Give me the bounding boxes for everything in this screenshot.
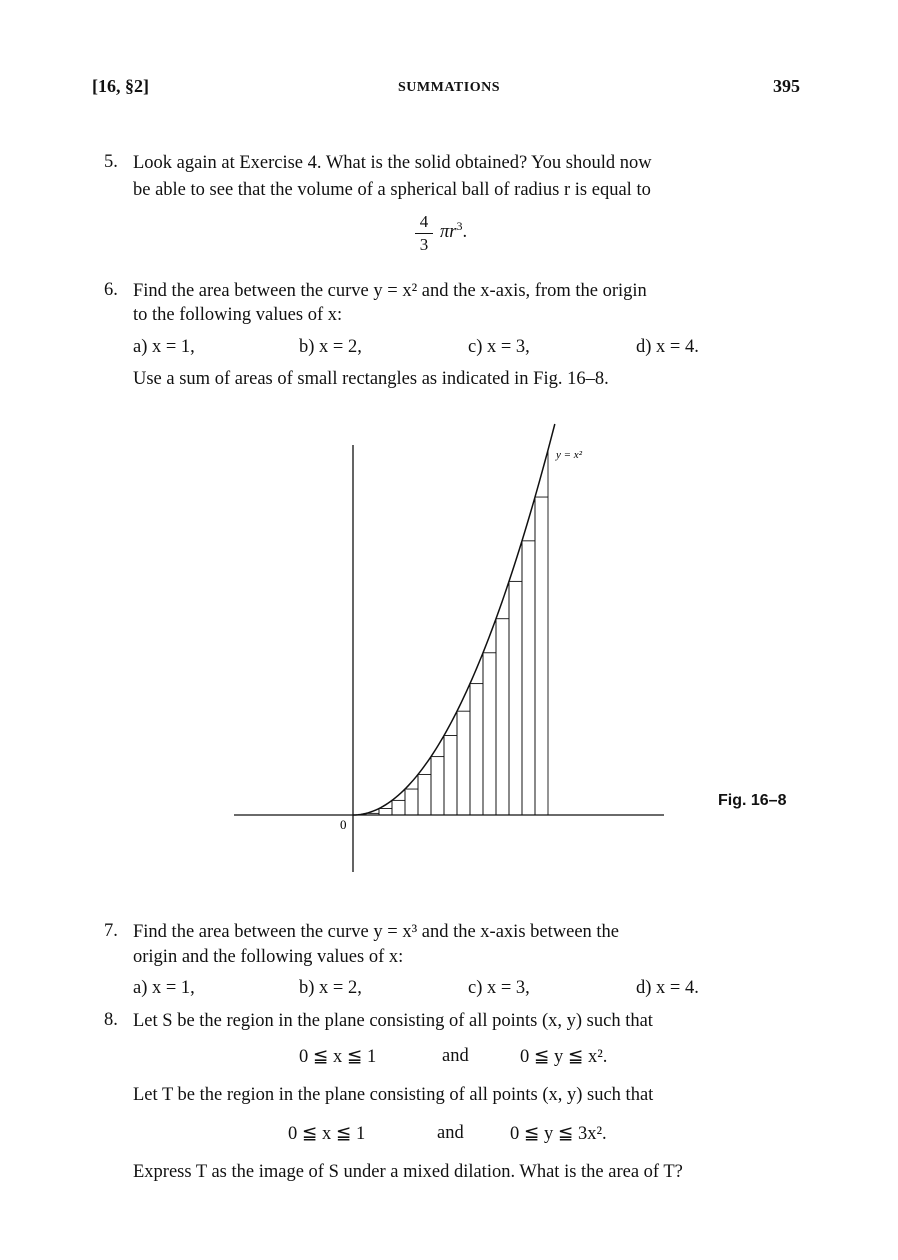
ex6-number: 6.	[104, 280, 118, 300]
ex7-option-b: b) x = 2,	[299, 978, 362, 998]
ex6-option-a: a) x = 1,	[133, 337, 195, 357]
ex5-formula-end: .	[462, 222, 468, 243]
ex5-frac-numerator: 4	[419, 212, 429, 231]
ex6-option-b: b) x = 2,	[299, 337, 362, 357]
ex7-line2: origin and the following values of x:	[133, 947, 404, 967]
ex8-line3: Express T as the image of S under a mixed dilation. What is the area of T?	[133, 1162, 683, 1182]
ex8-cond2-and: and	[437, 1123, 464, 1143]
ex6-line2: to the following values of x:	[133, 305, 343, 325]
rectangle-8	[444, 736, 457, 815]
ex7-option-c: c) x = 3,	[468, 978, 530, 998]
rectangle-4	[392, 800, 405, 815]
rectangle-15	[535, 497, 548, 815]
ex5-line1: Look again at Exercise 4. What is the solid obtained? You should now	[133, 153, 652, 173]
ex8-cond2-right: 0 ≦ y ≦ 3x².	[510, 1124, 607, 1144]
ex5-formula-tail: πr	[440, 222, 457, 243]
rectangle-3	[379, 809, 392, 815]
ex8-line1: Let S be the region in the plane consisting of all points (x, y) such that	[133, 1011, 653, 1031]
rectangle-12	[496, 619, 509, 815]
ex6-line3: Use a sum of areas of small rectangles as indicated in Fig. 16–8.	[133, 369, 609, 389]
ex5-frac-denominator: 3	[419, 235, 429, 254]
ex8-line2: Let T be the region in the plane consisting of all points (x, y) such that	[133, 1085, 654, 1105]
ex5-formula-exp: 3	[456, 219, 463, 233]
curve-label: y = x²	[556, 449, 582, 461]
rectangle-13	[509, 581, 522, 815]
ex8-cond2-left: 0 ≦ x ≦ 1	[288, 1124, 366, 1144]
ex6-option-c: c) x = 3,	[468, 337, 530, 357]
rectangle-7	[431, 757, 444, 815]
ex8-cond1-right: 0 ≦ y ≦ x².	[520, 1047, 608, 1067]
header-running-title: SUMMATIONS	[398, 80, 500, 95]
rectangle-5	[405, 789, 418, 815]
ex7-line1: Find the area between the curve y = x³ and the x-axis between the	[133, 922, 620, 942]
rectangle-11	[483, 653, 496, 815]
ex5-line2: be able to see that the volume of a spherical ball of radius r is equal to	[133, 180, 651, 200]
rectangle-10	[470, 684, 483, 815]
lower-sum-rectangles	[366, 450, 548, 815]
ex7-option-a: a) x = 1,	[133, 978, 195, 998]
header-page-number: 395	[773, 76, 800, 96]
rectangle-14	[522, 541, 535, 815]
origin-label: 0	[340, 817, 347, 832]
ex7-option-d: d) x = 4.	[636, 978, 699, 998]
parabola-curve	[353, 424, 555, 815]
ex6-option-d: d) x = 4.	[636, 337, 699, 357]
ex8-cond1-left: 0 ≦ x ≦ 1	[299, 1047, 377, 1067]
ex5-number: 5.	[104, 152, 118, 172]
ex8-cond1-and: and	[442, 1046, 469, 1066]
rectangle-6	[418, 774, 431, 815]
header-section-ref: [16, §2]	[92, 76, 149, 96]
rectangle-9	[457, 711, 470, 815]
ex6-line1: Find the area between the curve y = x² and the x-axis, from the origin	[133, 281, 647, 301]
ex8-number: 8.	[104, 1010, 118, 1030]
figure-caption: Fig. 16–8	[718, 792, 787, 809]
ex7-number: 7.	[104, 921, 118, 941]
